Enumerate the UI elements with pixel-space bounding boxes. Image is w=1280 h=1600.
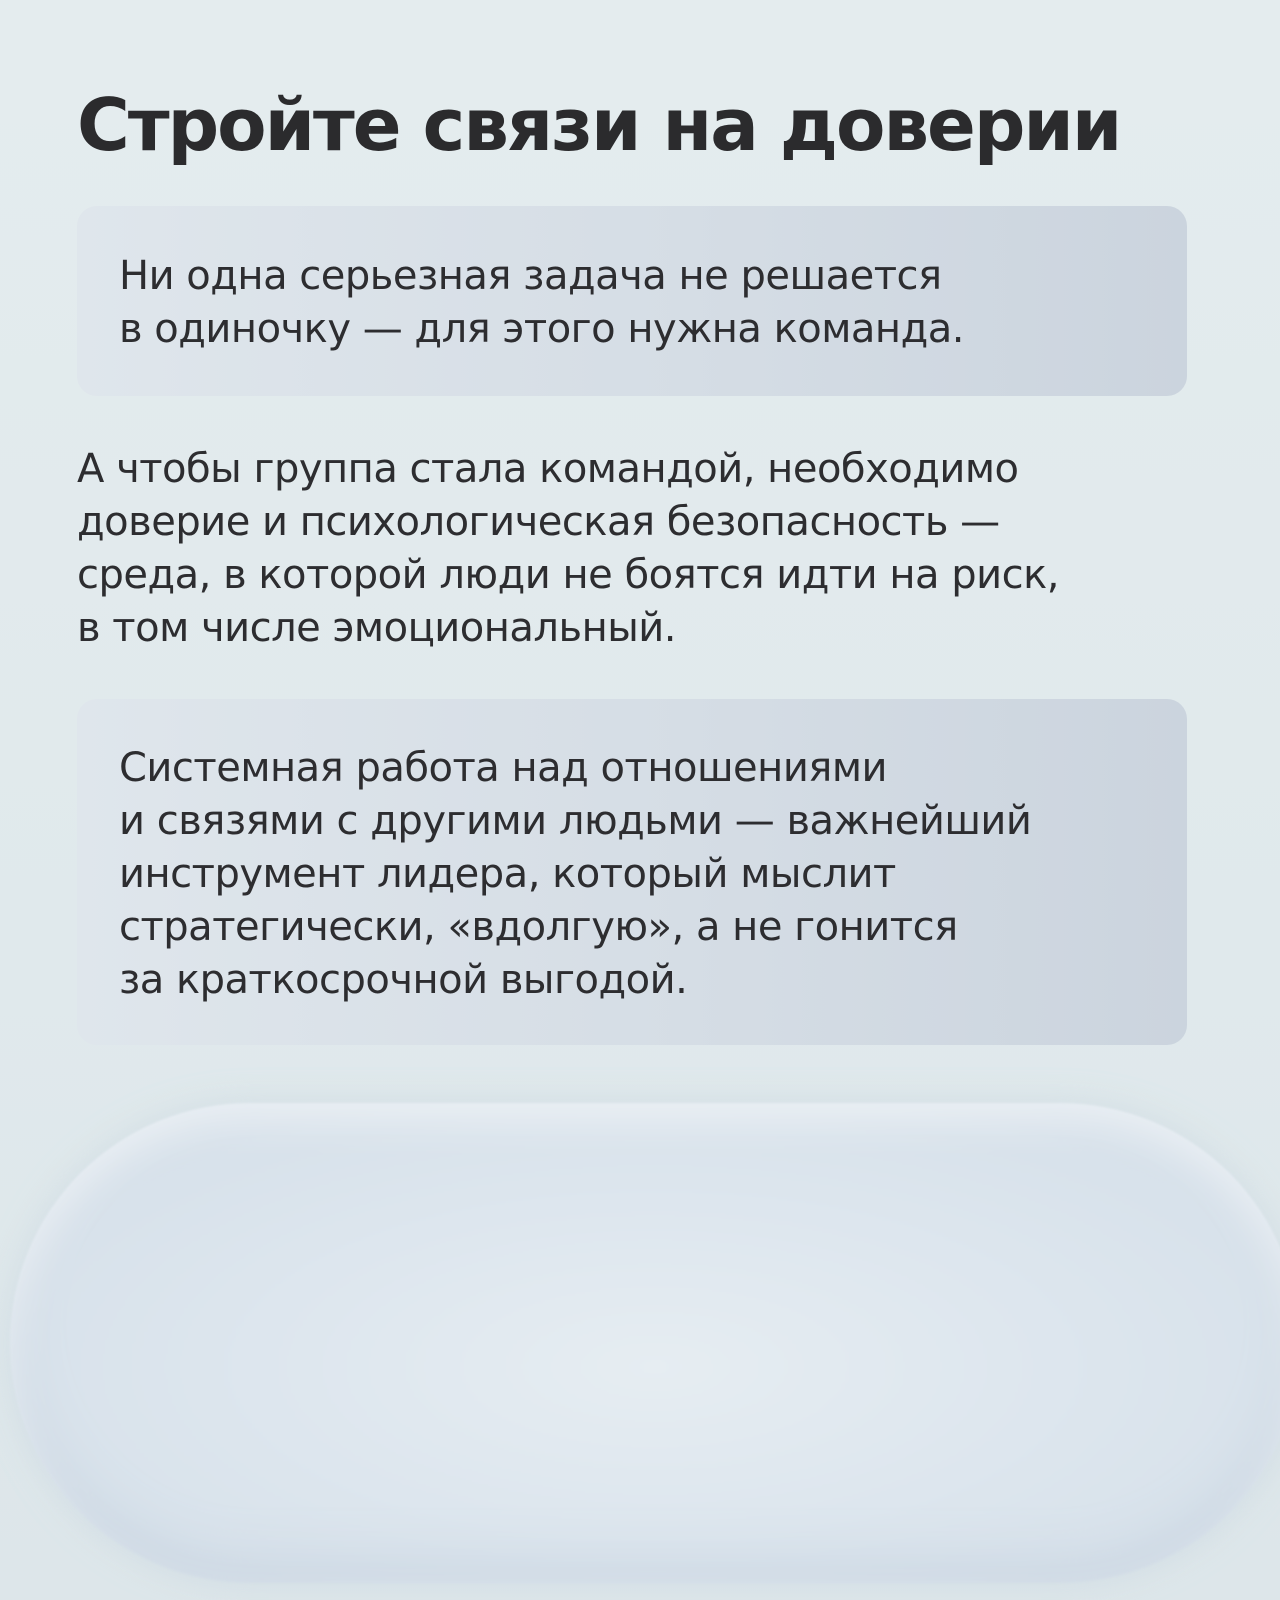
- card-text: [119, 250, 1187, 356]
- text-line: инструмент лидера, который мыслит: [119, 851, 896, 897]
- body-paragraph: [77, 443, 1059, 655]
- text-line: стратегически, «вдолгую», а не гонится: [119, 904, 958, 950]
- text-line: Ни одна серьезная задача не решается: [119, 253, 942, 299]
- card-text: [119, 742, 1187, 1007]
- text-line: в том числе эмоциональный.: [77, 605, 677, 651]
- page-title: Стройте связи на доверии: [77, 83, 1121, 167]
- text-line: доверие и психологическая безопасность —: [77, 499, 1000, 545]
- text-line: А чтобы группа стала командой, необходимо: [77, 446, 1019, 492]
- quote-card-leader: [77, 699, 1187, 1045]
- text-line: Системная работа над отношениями: [119, 745, 888, 791]
- text-line: за краткосрочной выгодой.: [119, 957, 688, 1003]
- text-line: в одиночку — для этого нужна команда.: [119, 306, 964, 352]
- decorative-pill-shape: [10, 1103, 1280, 1583]
- quote-card-team: [77, 206, 1187, 396]
- text-line: среда, в которой люди не боятся идти на риск,: [77, 552, 1060, 598]
- text-line: и связями с другими людьми — важнейший: [119, 798, 1032, 844]
